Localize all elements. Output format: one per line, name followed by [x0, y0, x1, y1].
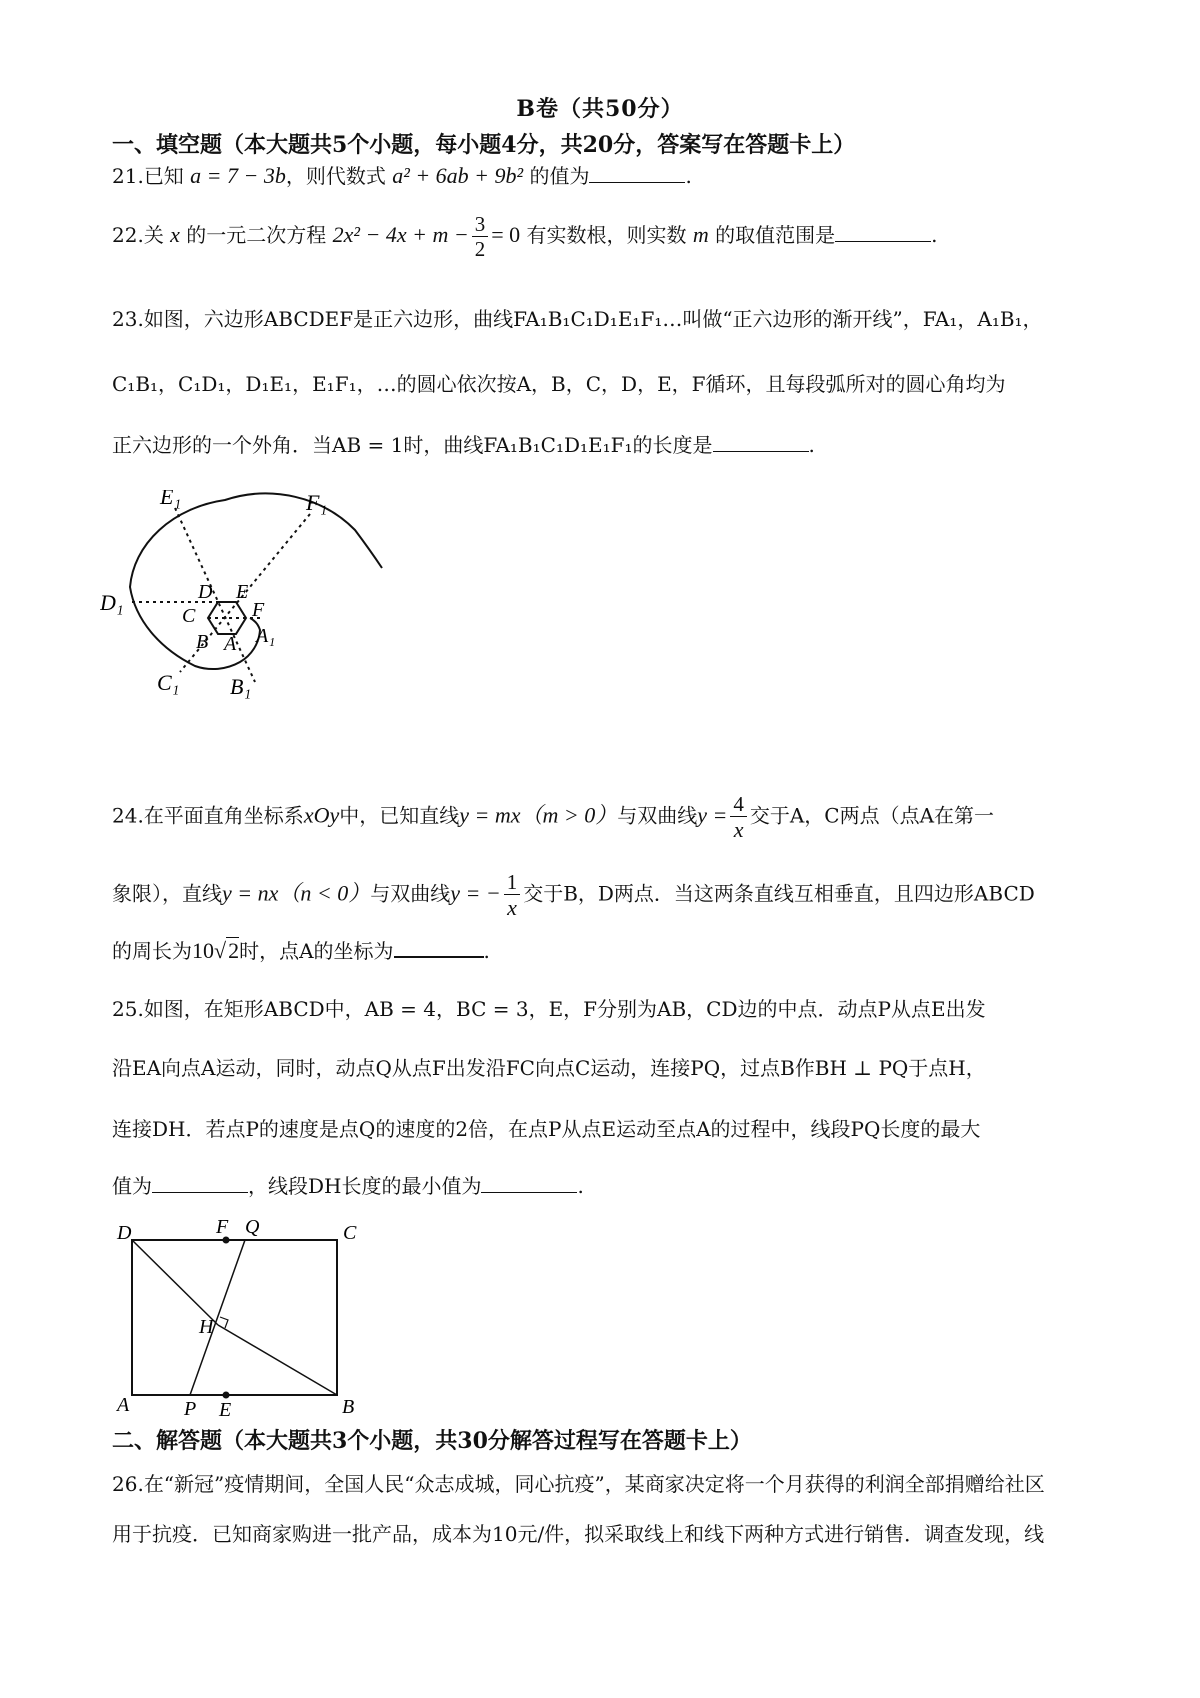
q21-end: . [685, 164, 692, 188]
question-25-line-4 [112, 1170, 584, 1199]
answer-blank[interactable] [713, 433, 809, 452]
q24-text-h: 的周长为 [112, 939, 192, 963]
q24-hyp2-den: x [507, 895, 517, 921]
q22-variable: x [170, 222, 180, 248]
section-1-heading: 一、填空题（本大题共5个小题，每小题4分，共20分，答案写在答题卡上） [112, 132, 856, 158]
answer-blank-1[interactable] [152, 1174, 248, 1193]
question-25-line-1 [112, 993, 986, 1022]
label-b1: B₁ [230, 674, 252, 699]
question-23-line-2: C₁B₁，C₁D₁，D₁E₁，E₁F₁，…的圆心依次按A，B，C，D，E，F循环，且每段弧所对的圆心角均为 [112, 372, 1006, 396]
segment-dh [132, 1240, 218, 1325]
label-e1: E₁ [160, 490, 182, 509]
q25-end: . [577, 1174, 584, 1198]
q24-hyp1-den: x [733, 817, 744, 843]
q24-number: 24. [112, 803, 144, 828]
q25-line1: 如图，在矩形ABCD中，AB = 4，BC = 3，E，F分别为AB，CD边的中点．动点P从点E出发 [143, 997, 986, 1021]
q24-hyp2-frac [504, 870, 521, 920]
label-c1: C₁ [157, 670, 180, 695]
label-b: B [196, 631, 209, 653]
q25-text-b: ，线段DH长度的最小值为 [248, 1174, 482, 1198]
point-e [223, 1392, 230, 1399]
answer-blank-2[interactable] [481, 1174, 577, 1193]
q24-text-a: 在平面直角坐标系 [143, 803, 304, 828]
q23-line1: 如图，六边形ABCDEF是正六边形，曲线FA₁B₁C₁D₁E₁F₁…叫做“正六边形的渐开线”，FA₁，A₁B₁， [143, 307, 1043, 331]
q24-cond-1: （m > 0） [520, 802, 618, 828]
q22-equation-right: = 0 [491, 222, 521, 248]
q21-text-b: ，则代数式 [285, 164, 386, 188]
label-q: Q [245, 1216, 260, 1238]
rectangle-abcd [132, 1240, 337, 1395]
q23-number: 23. [112, 307, 144, 331]
label-d1: D₁ [100, 590, 124, 615]
q24-text-i: 时，点A的坐标为 [239, 939, 394, 963]
q22-fraction [472, 212, 489, 261]
section-2-heading: 二、解答题（本大题共3个小题，共30分解答过程写在答题卡上） [112, 1428, 752, 1454]
question-23-line-1 [112, 303, 1043, 332]
q22-text-c: 有实数根，则实数 [526, 223, 687, 248]
q22-text-b: 的一元二次方程 [186, 223, 327, 248]
segment-bh [218, 1325, 337, 1395]
q24-text-b: 中，已知直线 [339, 803, 460, 828]
q24-perimeter-coef: 10 [192, 938, 214, 963]
page-title: B卷（共50分） [516, 96, 684, 122]
question-21 [112, 160, 692, 189]
q22-frac-den: 2 [474, 237, 486, 262]
label-d: D [117, 1222, 132, 1244]
q24-hyp2-num: 1 [504, 870, 521, 895]
question-26-line-1 [112, 1468, 1045, 1497]
q22-param: m [692, 222, 709, 248]
question-25-line-3: 连接DH．若点P的速度是点Q的速度的2倍，在点P从点E运动至点A的过程中，线段PQ长度的最大 [112, 1117, 981, 1141]
figure-hexagon-involute [100, 490, 400, 740]
q22-frac-num: 3 [472, 212, 489, 237]
q22-text-d: 的取值范围是 [715, 223, 836, 248]
q22-number: 22. [112, 223, 144, 248]
label-e: E [219, 1399, 232, 1420]
q24-line-eq-2: y = nx [222, 880, 279, 906]
label-c: C [182, 605, 196, 627]
q24-text-e: 象限），直线 [112, 881, 222, 906]
q24-hyp1-num: 4 [730, 792, 747, 817]
q24-cond-2: （n < 0） [278, 880, 371, 906]
label-f: F [216, 1216, 229, 1238]
q22-text-a: 关 [143, 223, 164, 248]
q21-expression: a² + 6ab + 9b² [392, 163, 524, 188]
q26-number: 26. [112, 1472, 144, 1496]
q23-line3: 正六边形的一个外角．当AB = 1时，曲线FA₁B₁C₁D₁E₁F₁的长度是 [112, 433, 713, 457]
q24-coord: xOy [303, 802, 340, 828]
answer-blank[interactable] [394, 938, 484, 958]
q21-condition: a = 7 − 3b [190, 163, 286, 188]
question-23-line-3 [112, 429, 815, 458]
answer-blank[interactable] [589, 164, 685, 183]
label-d: D [198, 581, 213, 603]
figure-rectangle [105, 1215, 375, 1420]
label-p: P [184, 1398, 197, 1420]
question-25-line-2: 沿EA向点A运动，同时，动点Q从点F出发沿FC向点C运动，连接PQ，过点B作BH ⊥ PQ于点H， [112, 1056, 986, 1080]
q24-text-d: 交于A，C两点（点A在第一 [749, 803, 995, 828]
question-24-line-1 [112, 792, 994, 842]
label-a: A [117, 1394, 130, 1416]
label-f1: F₁ [306, 490, 328, 515]
q24-text-g: 交于B，D两点．当这两条直线互相垂直，且四边形ABCD [523, 881, 1035, 906]
q24-hyp2-left: y = − [450, 880, 501, 906]
answer-blank[interactable] [835, 223, 931, 242]
label-e: E [236, 581, 249, 603]
label-a: A [224, 633, 237, 655]
question-26-line-2: 用于抗疫．已知商家购进一批产品，成本为10元/件，拟采取线上和线下两种方式进行销售．调查发现，线 [112, 1522, 1045, 1546]
label-b: B [342, 1396, 355, 1418]
question-22 [112, 212, 937, 261]
q21-text-c: 的值为 [529, 164, 590, 188]
q23-end: . [808, 433, 815, 457]
q24-hyp1-left: y = [697, 802, 728, 828]
q25-number: 25. [112, 997, 144, 1021]
regular-hexagon [208, 602, 246, 634]
question-24-line-3: 的周长为10√2时，点A的坐标为 . [112, 938, 490, 963]
q24-end: . [483, 939, 490, 963]
q24-hyp1-frac [730, 792, 747, 842]
q24-perimeter-radicand: 2 [228, 938, 240, 963]
label-c: C [343, 1222, 357, 1244]
q22-end: . [931, 223, 938, 248]
q21-number: 21. [112, 164, 144, 188]
label-h: H [199, 1316, 214, 1338]
q22-equation-left: 2x² − 4x + m − [332, 222, 469, 248]
q24-text-c: 与双曲线 [617, 803, 698, 828]
q21-text-a: 已知 [143, 164, 184, 188]
q24-line-eq-1: y = mx [459, 802, 521, 828]
question-24-line-2 [112, 870, 1035, 920]
q24-text-f: 与双曲线 [370, 881, 451, 906]
label-a1: A₁ [256, 625, 276, 647]
q26-line1: 在“新冠”疫情期间，全国人民“众志成城，同心抗疫”，某商家决定将一个月获得的利润全部捐赠给社区 [143, 1472, 1045, 1496]
q25-text-a: 值为 [112, 1174, 152, 1198]
label-f: F [252, 599, 265, 621]
